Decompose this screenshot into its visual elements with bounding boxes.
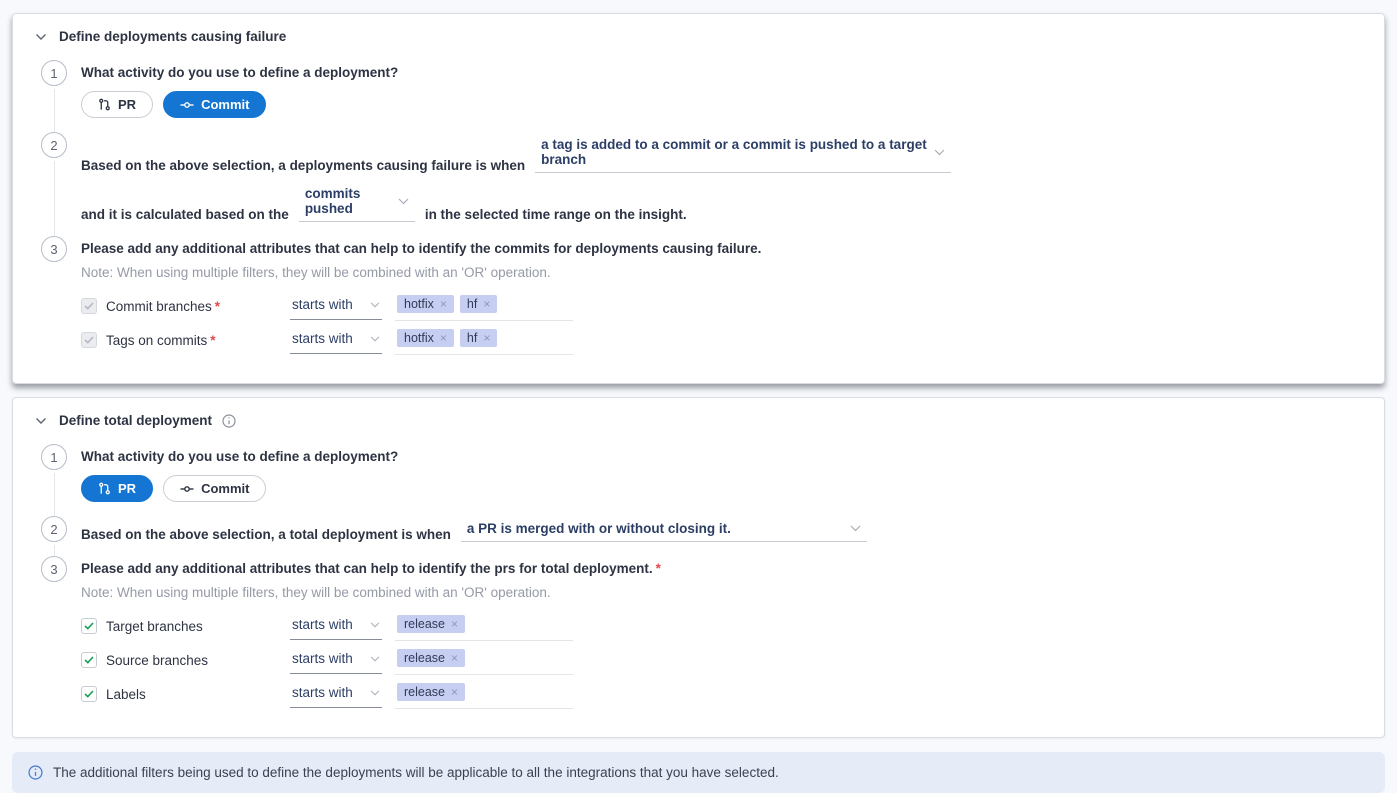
info-icon[interactable] (222, 414, 236, 428)
filters-note: Note: When using multiple filters, they will be combined with an 'OR' operation. (81, 585, 551, 600)
source-branches-checkbox[interactable] (81, 652, 97, 668)
sentence-text: and it is calculated based on the (81, 207, 289, 222)
chevron-down-icon (370, 690, 380, 696)
pr-toggle-button[interactable] (81, 475, 153, 502)
steps-container (13, 430, 1384, 737)
info-banner (12, 752, 1385, 793)
tag-chip: hotfix × (397, 329, 454, 347)
commit-icon (180, 482, 194, 496)
failure-event-select[interactable] (535, 137, 951, 173)
tag-chip: release × (397, 649, 465, 667)
target-branches-checkbox[interactable] (81, 618, 97, 634)
labels-operator-select[interactable] (290, 683, 382, 708)
labels-checkbox[interactable] (81, 686, 97, 702)
commit-toggle-label: Commit (201, 481, 250, 496)
calculation-basis-select-value: commits pushed (304, 186, 361, 216)
close-icon[interactable]: × (451, 617, 459, 631)
step-question: Please add any additional attributes that can help to identify the prs for total deployment. * (81, 561, 661, 576)
step-number: 1 (41, 60, 67, 86)
close-icon[interactable]: × (439, 331, 447, 345)
filter-label: Source branches (106, 652, 209, 668)
info-banner-text: The additional filters being used to define the deployments will be applicable to all the integrations that you have selected. (53, 765, 779, 780)
step-number: 3 (41, 236, 67, 262)
source-branches-tags-input[interactable] (395, 649, 573, 675)
filter-row-labels (81, 683, 1364, 709)
filter-row-tags-on-commits (81, 329, 1364, 355)
pr-toggle-label: PR (118, 97, 137, 112)
steps-container (13, 46, 1384, 383)
panel-header (13, 14, 1384, 46)
tag-chip: release × (397, 615, 465, 633)
target-branches-operator-select[interactable] (290, 615, 382, 640)
source-branches-operator-select[interactable] (290, 649, 382, 674)
operator-value: starts with (292, 651, 353, 666)
step-3 (41, 236, 1364, 367)
filter-row-source-branches (81, 649, 1364, 675)
step-2 (41, 132, 1364, 236)
required-asterisk: * (210, 332, 216, 348)
required-asterisk: * (214, 298, 221, 314)
step-number: 3 (41, 556, 67, 582)
step-number: 1 (41, 444, 67, 470)
tag-chip: release × (397, 683, 465, 701)
filters-note: Note: When using multiple filters, they will be combined with an 'OR' operation. (81, 265, 551, 280)
filter-row-commit-branches (81, 295, 1364, 321)
step-question: Please add any additional attributes that can help to identify the commits for deployments causing failure. (81, 241, 762, 256)
close-icon[interactable]: × (451, 651, 459, 665)
step-1 (41, 60, 1364, 132)
pr-toggle-button[interactable] (81, 91, 153, 118)
filter-label: Labels (106, 686, 146, 702)
step-rail (41, 516, 67, 556)
filters-list (81, 615, 1364, 709)
step-rail (41, 132, 67, 236)
target-branches-tags-input[interactable] (395, 615, 573, 641)
commit-icon (180, 98, 194, 112)
chevron-down-icon[interactable] (35, 417, 47, 425)
close-icon[interactable]: × (451, 685, 459, 699)
step-question: What activity do you use to define a deployment? (81, 449, 399, 464)
chevron-down-icon (370, 302, 380, 308)
chevron-down-icon (370, 656, 380, 662)
filter-label: Target branches (106, 618, 203, 634)
total-deployment-event-select-value: a PR is merged with or without closing it. (466, 521, 731, 536)
commit-branches-tags-input[interactable] (395, 295, 573, 321)
step-rail (41, 556, 67, 721)
step-2 (41, 516, 1364, 556)
commit-toggle-button[interactable] (163, 91, 266, 118)
chevron-down-icon (850, 525, 861, 532)
panel-total-deployment (12, 397, 1385, 738)
panel-title: Define total deployment (59, 413, 213, 428)
panel-header (13, 398, 1384, 430)
close-icon[interactable]: × (483, 297, 491, 311)
step-question: What activity do you use to define a deployment? (81, 65, 399, 80)
panel-deployments-causing-failure (12, 13, 1385, 384)
step-number: 2 (41, 516, 67, 542)
pull-request-icon (98, 98, 111, 111)
failure-event-select-value: a tag is added to a commit or a commit is pushed to a target branch (541, 137, 927, 167)
tag-chip: hf × (460, 329, 497, 347)
chevron-down-icon (934, 149, 945, 156)
pull-request-icon (98, 482, 111, 495)
info-icon (28, 765, 43, 780)
filter-label: Tags on commits * (106, 332, 216, 348)
tags-on-commits-operator-select[interactable] (290, 329, 382, 354)
total-deployment-event-select[interactable] (461, 521, 867, 542)
step-connector (54, 545, 55, 556)
operator-value: starts with (292, 617, 353, 632)
step-3 (41, 556, 1364, 721)
filter-row-target-branches (81, 615, 1364, 641)
commit-toggle-label: Commit (201, 97, 250, 112)
sentence-text: in the selected time range on the insight. (424, 207, 687, 222)
step-connector (54, 161, 55, 236)
step-rail (41, 60, 67, 132)
commit-branches-checkbox[interactable] (81, 298, 97, 314)
step-connector (54, 89, 55, 132)
required-asterisk: * (655, 561, 661, 576)
labels-tags-input[interactable] (395, 683, 573, 709)
step-rail (41, 444, 67, 516)
close-icon[interactable]: × (439, 297, 447, 311)
commit-branches-operator-select[interactable] (290, 295, 382, 320)
operator-value: starts with (292, 297, 353, 312)
chevron-down-icon (370, 622, 380, 628)
calculation-basis-select[interactable] (299, 186, 415, 222)
sentence-text: Based on the above selection, a deployments causing failure is when (81, 158, 526, 173)
operator-value: starts with (292, 685, 353, 700)
tags-on-commits-tags-input[interactable] (395, 329, 573, 355)
step-number: 2 (41, 132, 67, 158)
tag-chip: hotfix × (397, 295, 454, 313)
step-rail (41, 236, 67, 367)
filters-list (81, 295, 1364, 355)
operator-value: starts with (292, 331, 353, 346)
tags-on-commits-checkbox[interactable] (81, 332, 97, 348)
sentence-text: Based on the above selection, a total deployment is when (81, 527, 451, 542)
tag-chip: hf × (460, 295, 497, 313)
chevron-down-icon (370, 336, 380, 342)
filter-label: Commit branches * (106, 298, 221, 314)
panel-title: Define deployments causing failure (59, 29, 287, 44)
chevron-down-icon[interactable] (35, 33, 47, 41)
chevron-down-icon (398, 198, 409, 205)
commit-toggle-button[interactable] (163, 475, 266, 502)
pr-toggle-label: PR (118, 481, 137, 496)
close-icon[interactable]: × (483, 331, 491, 345)
step-1 (41, 444, 1364, 516)
step-connector (54, 473, 55, 516)
